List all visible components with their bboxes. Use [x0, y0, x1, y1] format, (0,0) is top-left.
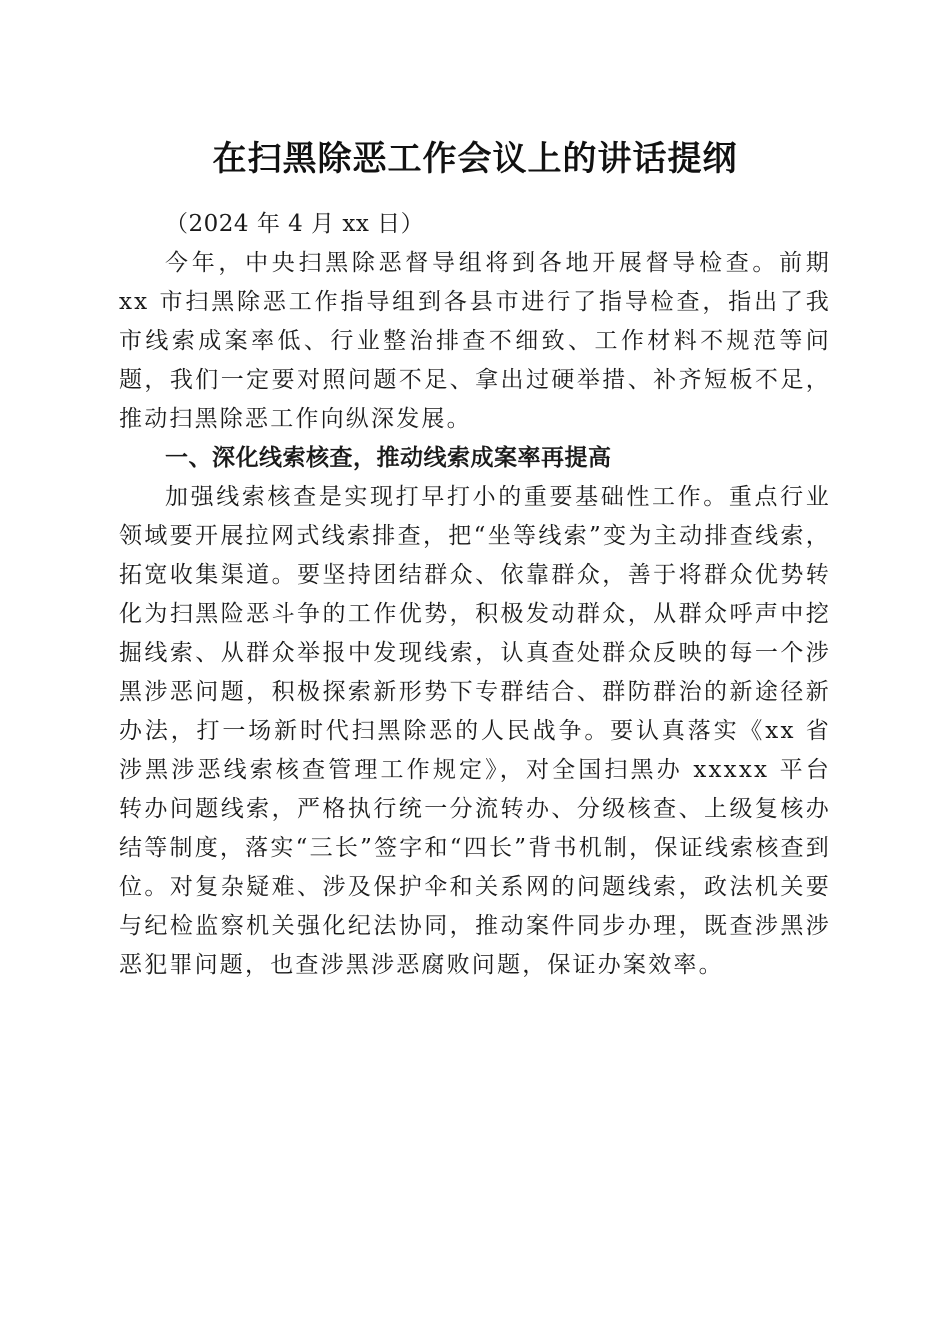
section-1-heading: 一、深化线索核查，推动线索成案率再提高	[165, 445, 612, 471]
section-1-paragraph: 加强线索核查是实现打早打小的重要基础性工作。重点行业领域要开展拉网式线索排查，把“坐等线索”变为主动排查线索，拓宽收集渠道。要坚持团结群众、依靠群众，善于将群众优势转化为扫黑险恶斗争的工作优势，积极发动群众，从群众呼声中挖掘线索、从群众举报中发现线索，认真查处群众反映的每一个涉黑涉恶问题，积极探索新形势下专群结合、群防群治的新途径新办法，打一场新时代扫黑除恶的人民战争。要认真落实《xx 省涉黑涉恶线索核查管理工作规定》，对全国扫黑办 xxxxx 平台转办问题线索，严格执行统一分流转办、分级核查、上级复核办结等制度，落实“三长”签字和“四长”背书机制，保证线索核查到位。对复杂疑难、涉及保护伞和关系网的问题线索，政法机关要与纪检监察机关强化纪法协同，推动案件同步办理，既查涉黑涉恶犯罪问题，也查涉黑涉恶腐败问题，保证办案效率。	[119, 484, 831, 978]
document-body	[119, 205, 831, 985]
document-title: 在扫黑除恶工作会议上的讲话提纲	[212, 139, 738, 179]
intro-paragraph: 今年，中央扫黑除恶督导组将到各地开展督导检查。前期 xx 市扫黑除恶工作指导组到各县市进行了指导检查，指出了我市线索成案率低、行业整治排查不细致、工作材料不规范等问题，我们一定要对照问题不足、拿出过硬举措、补齐短板不足，推动扫黑除恶工作向纵深发展。	[119, 250, 831, 432]
document-date: （2024 年 4 月 xx 日）	[165, 211, 425, 237]
